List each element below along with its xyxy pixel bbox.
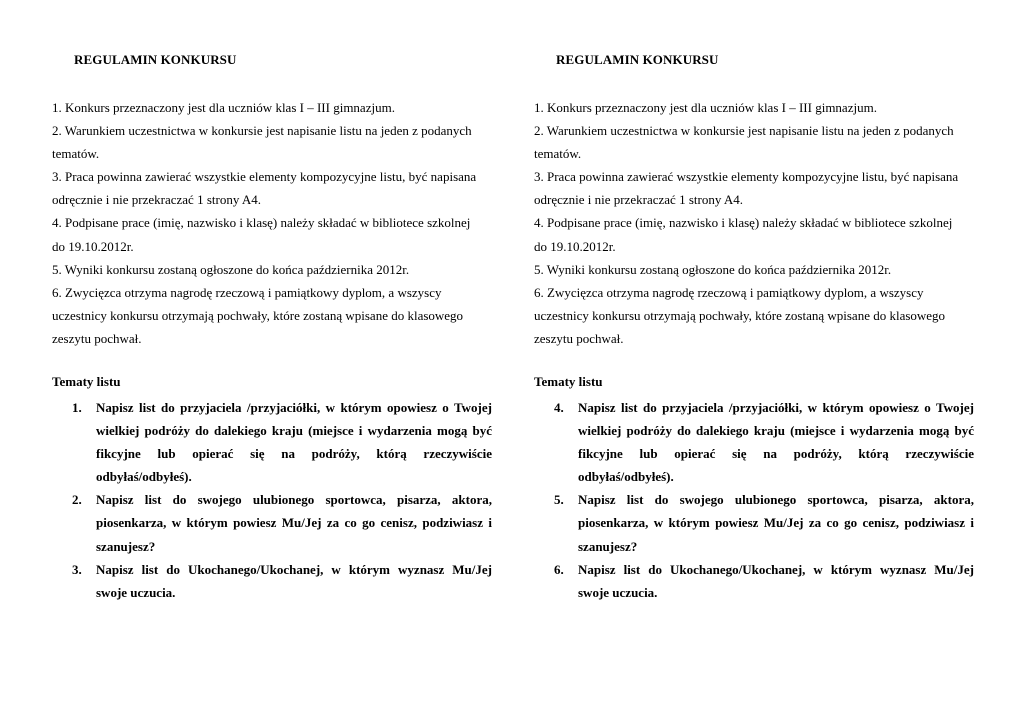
topic-item (52, 488, 492, 557)
rule-line: 2. Warunkiem uczestnictwa w konkursie jest napisanie listu na jeden z podanych (534, 123, 954, 139)
topic-number: 4. (554, 400, 564, 415)
topic-line: Napisz list do Ukochanego/Ukochanej, w którym wyznasz Mu/Jej (578, 561, 974, 577)
topics-heading: Tematy listu (534, 374, 603, 389)
topic-line: piosenkarza, w którym powiesz Mu/Jej za co go cenisz, podziwiasz i (96, 515, 492, 531)
topic-item (534, 396, 974, 488)
topic-line: Napisz list do Ukochanego/Ukochanej, w którym wyznasz Mu/Jej (96, 561, 492, 577)
topic-line: Napisz list do swojego ulubionego sportowca, pisarza, aktora, (578, 492, 974, 508)
rule-line: tematów. (52, 146, 100, 162)
rule-line: do 19.10.2012r. (534, 238, 616, 254)
topic-line: fikcyjne lub opierać się na podróży, którą rzeczywiście (96, 446, 492, 462)
rule-line: odręcznie i nie przekraczać 1 strony A4. (534, 192, 743, 208)
topics-list (52, 396, 492, 604)
rules-list (534, 96, 974, 350)
topic-item (52, 558, 492, 604)
topic-item (534, 488, 974, 557)
topics-list (534, 396, 974, 604)
rule-line: 5. Wyniki konkursu zostaną ogłoszone do końca października 2012r. (534, 261, 892, 277)
regulations-title: REGULAMIN KONKURSU (74, 52, 237, 67)
rule-line: 6. Zwycięzca otrzyma nagrodę rzeczową i pamiątkowy dyplom, a wszyscy (534, 284, 924, 300)
rule-line: 1. Konkurs przeznaczony jest dla uczniów klas I – III gimnazjum. (52, 100, 395, 115)
regulations-title: REGULAMIN KONKURSU (556, 52, 719, 67)
topic-item (52, 396, 492, 488)
rule-line: 1. Konkurs przeznaczony jest dla uczniów klas I – III gimnazjum. (534, 100, 877, 115)
rule-line: zeszytu pochwał. (534, 330, 624, 346)
rule-line: 5. Wyniki konkursu zostaną ogłoszone do końca października 2012r. (52, 261, 410, 277)
topic-item (534, 558, 974, 604)
topic-line: odbyłaś/odbyłeś). (578, 469, 674, 485)
topics-heading: Tematy listu (52, 374, 121, 389)
rule-line: 3. Praca powinna zawierać wszystkie elementy kompozycyjne listu, być napisana (534, 169, 959, 185)
rule-line: 4. Podpisane prace (imię, nazwisko i klasę) należy składać w bibliotece szkolnej (534, 215, 953, 231)
topic-line: szanujesz? (96, 538, 156, 554)
topic-line: fikcyjne lub opierać się na podróży, którą rzeczywiście (578, 446, 974, 462)
rule-line: 2. Warunkiem uczestnictwa w konkursie jest napisanie listu na jeden z podanych (52, 123, 472, 139)
rule-line: odręcznie i nie przekraczać 1 strony A4. (52, 192, 261, 208)
topic-line: szanujesz? (578, 538, 638, 554)
topic-line: swoje uczucia. (578, 584, 658, 600)
topic-line: odbyłaś/odbyłeś). (96, 469, 192, 485)
topic-number: 5. (554, 492, 564, 508)
topic-line: piosenkarza, w którym powiesz Mu/Jej za co go cenisz, podziwiasz i (578, 515, 974, 531)
rule-line: tematów. (534, 146, 582, 162)
topic-number: 6. (554, 561, 564, 577)
rule-line: uczestnicy konkursu otrzymają pochwały, które zostaną wpisane do klasowego (52, 307, 464, 323)
topic-number: 2. (72, 492, 82, 508)
topic-line: swoje uczucia. (96, 584, 176, 600)
rule-line: 4. Podpisane prace (imię, nazwisko i klasę) należy składać w bibliotece szkolnej (52, 215, 471, 231)
rule-line: do 19.10.2012r. (52, 238, 134, 254)
rule-line: zeszytu pochwał. (52, 330, 142, 346)
rules-list (52, 96, 492, 350)
topic-number: 3. (72, 561, 82, 577)
rule-line: 6. Zwycięzca otrzyma nagrodę rzeczową i pamiątkowy dyplom, a wszyscy (52, 284, 442, 300)
rule-line: 3. Praca powinna zawierać wszystkie elementy kompozycyjne listu, być napisana (52, 169, 477, 185)
topic-line: wielkiej podróży do dalekiego kraju (miejsce i wydarzenia mogą być (578, 423, 974, 439)
topic-line: Napisz list do przyjaciela /przyjaciółki, w którym opowiesz o Twojej (578, 400, 974, 415)
topic-line: wielkiej podróży do dalekiego kraju (miejsce i wydarzenia mogą być (96, 423, 492, 439)
topic-line: Napisz list do przyjaciela /przyjaciółki, w którym opowiesz o Twojej (96, 400, 492, 415)
topic-line: Napisz list do swojego ulubionego sportowca, pisarza, aktora, (96, 492, 492, 508)
topic-number: 1. (72, 400, 82, 415)
rule-line: uczestnicy konkursu otrzymają pochwały, które zostaną wpisane do klasowego (534, 307, 946, 323)
